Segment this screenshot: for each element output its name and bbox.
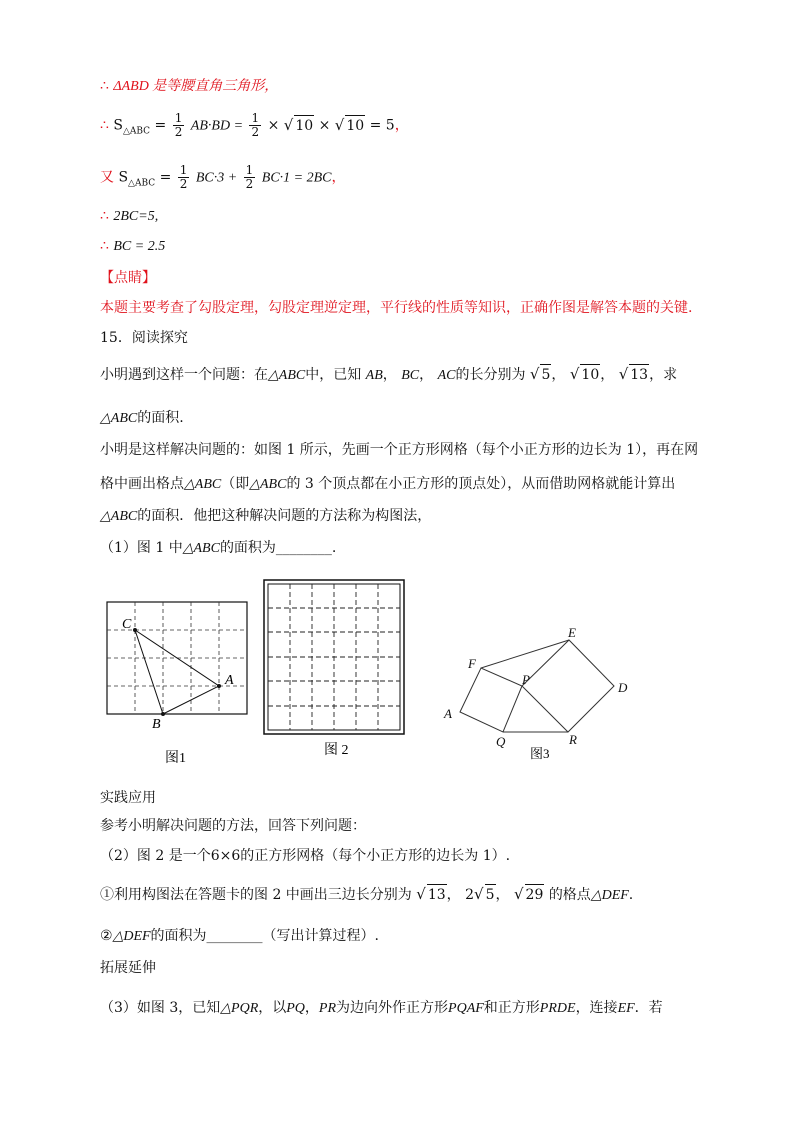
- denominator: 2: [174, 125, 183, 139]
- grid-size: 6×6: [210, 848, 241, 864]
- area-subscript: △ABC: [122, 126, 151, 137]
- triangle-name: △ABC: [100, 411, 138, 426]
- text: 格中画出格点: [100, 476, 184, 492]
- triangle-name: △ABC: [100, 509, 138, 524]
- square-name: PRDE: [539, 1001, 576, 1016]
- comma: ，: [600, 367, 615, 383]
- radicand: 5: [540, 364, 551, 385]
- sqrt-expr: √ 29: [513, 885, 544, 903]
- also-word: 又: [100, 169, 114, 186]
- fraction: [249, 112, 261, 139]
- figure-2: [264, 580, 404, 758]
- problem-title: 15．阅读探究: [100, 330, 188, 346]
- practice-heading: 实践应用: [100, 790, 156, 806]
- text: 的面积．他把这种解决问题的方法称为构图法，: [137, 508, 432, 524]
- solution-line-4: [100, 206, 158, 227]
- square-pqaf: [460, 668, 522, 732]
- problem-paragraph-4: [100, 474, 675, 495]
- text: .: [628, 887, 634, 903]
- text: ，以: [258, 1000, 287, 1016]
- fig1-caption: 图1: [165, 751, 186, 766]
- sqrt-expr: √ 10: [334, 115, 365, 134]
- times: ×: [318, 117, 331, 134]
- segment-ef: [481, 640, 569, 668]
- comma: ，: [331, 169, 346, 186]
- sqrt-expr: √ 13: [618, 365, 649, 383]
- question-2: [100, 846, 510, 866]
- expr: = 5: [369, 117, 395, 134]
- radicand: 10: [580, 364, 600, 385]
- fraction: [178, 164, 190, 191]
- radicand: 13: [629, 364, 649, 385]
- area-symbol: S: [118, 169, 129, 186]
- times: ×: [267, 117, 280, 134]
- text: ①利用构图法在答题卡的图 2 中画出三边长分别为: [100, 887, 412, 903]
- triangle-name: △ABC: [268, 368, 306, 383]
- solution-text: ΔABD 是等腰直角三角形，: [113, 79, 279, 94]
- problem-paragraph-2: [100, 408, 184, 429]
- segment-name: BC: [401, 368, 420, 383]
- sqrt-expr: √ 10: [283, 115, 314, 134]
- label-d: D: [618, 680, 628, 695]
- label-q: Q: [496, 734, 506, 749]
- text: （2）图 2 是一个: [100, 848, 211, 864]
- segment-name: PR: [318, 1001, 337, 1016]
- segment-name: PQ: [286, 1001, 305, 1016]
- text: 的面积.: [137, 410, 184, 426]
- radicand: 29: [525, 884, 545, 905]
- segment-name: EF: [617, 1001, 635, 1016]
- text: 的面积为________.: [219, 540, 337, 556]
- problem-paragraph-1: [100, 364, 677, 386]
- label-c: C: [122, 617, 132, 632]
- denominator: 2: [179, 177, 188, 191]
- fig2-caption: 图 2: [324, 743, 349, 758]
- solution-line-2: [100, 112, 409, 141]
- denominator: 2: [251, 125, 260, 139]
- label-e: E: [568, 625, 576, 640]
- numerator: 1: [251, 111, 260, 125]
- text: ，求: [649, 367, 678, 383]
- radicand: 10: [345, 115, 365, 136]
- therefore-symbol: ∴: [100, 208, 109, 224]
- figures: [0, 572, 800, 772]
- question-1: [100, 538, 336, 559]
- label-b: B: [152, 717, 161, 732]
- question-2-part-1: [100, 884, 633, 906]
- text: 为边向外作正方形: [336, 1000, 449, 1016]
- numerator: 1: [174, 111, 183, 125]
- text: 的格点: [548, 887, 591, 903]
- triangle-name: △PQR: [220, 1001, 259, 1016]
- comma: ，: [382, 367, 397, 383]
- comma: ，: [394, 117, 409, 134]
- fig3-caption: 图3: [530, 746, 550, 761]
- text: 的面积为________（写出计算过程）.: [150, 928, 379, 944]
- therefore-symbol: ∴: [100, 238, 109, 254]
- figure-1: [107, 602, 247, 766]
- comment-heading: 【点睛】: [100, 270, 156, 286]
- radicand: 13: [427, 884, 447, 905]
- expr: AB·BD =: [190, 118, 244, 134]
- square-prde: [522, 640, 614, 732]
- triangle-name: △ABC: [249, 477, 287, 492]
- comment-text: 本题主要考查了勾股定理，勾股定理逆定理，平行线的性质等知识，正确作图是解答本题的关键.: [100, 300, 693, 316]
- comma: ，: [419, 367, 434, 383]
- triangle-name: △DEF: [590, 888, 629, 903]
- segment-name: AC: [437, 368, 456, 383]
- comma: ，: [495, 887, 510, 903]
- problem-paragraph-3: 小明是这样解决问题的：如图 1 所示，先画一个正方形网格（每个小正方形的边长为 1），再在网: [100, 442, 699, 458]
- figure-3: [460, 640, 614, 732]
- point-b: [161, 712, 165, 716]
- solution-line-3: [100, 164, 346, 193]
- label-f: F: [468, 656, 476, 671]
- comma: ，: [446, 887, 461, 903]
- text: 中，已知: [305, 367, 362, 383]
- triangle-name: △ABC: [182, 541, 220, 556]
- sqrt-expr: √ 13: [416, 885, 446, 903]
- expr: BC·3 +: [195, 170, 238, 186]
- label-r: R: [569, 732, 577, 747]
- question-3: [100, 998, 663, 1019]
- radicand: 10: [294, 115, 314, 136]
- solution-line-5: [100, 236, 165, 257]
- text: （即: [221, 476, 250, 492]
- expr: BC = 2.5: [113, 239, 166, 254]
- triangle-name: △DEF: [112, 929, 151, 944]
- text: ，连接: [575, 1000, 618, 1016]
- comma: ，: [551, 367, 566, 383]
- fraction: [173, 112, 185, 139]
- fraction: [244, 164, 256, 191]
- label-a: A: [225, 673, 234, 688]
- therefore-symbol: ∴: [100, 117, 109, 134]
- segment-name: AB: [365, 368, 383, 383]
- point-a: [217, 684, 221, 688]
- expr: BC·1 = 2BC: [261, 170, 332, 186]
- denominator: 2: [245, 177, 254, 191]
- question-2-part-2: [100, 926, 379, 947]
- text: 的正方形网格（每个小正方形的边长为 1）.: [240, 848, 511, 864]
- sqrt-expr: √ 10: [569, 365, 600, 383]
- radicand: 5: [485, 884, 496, 905]
- label-a3: A: [444, 706, 452, 721]
- text: （1）图 1 中: [100, 540, 183, 556]
- area-subscript: △ABC: [128, 178, 156, 189]
- numerator: 1: [245, 163, 254, 177]
- text: 和正方形: [483, 1000, 540, 1016]
- point-c: [133, 628, 137, 632]
- text: （3）如图 3，已知: [100, 1000, 221, 1016]
- solution-line-1: [100, 76, 278, 97]
- problem-paragraph-5: [100, 506, 431, 527]
- coefficient: 2: [465, 887, 475, 903]
- text: 小明遇到这样一个问题：在: [100, 367, 268, 383]
- comma: ，: [304, 1000, 319, 1016]
- fig1-triangle: [135, 630, 219, 714]
- expr: 2BC=5,: [113, 209, 159, 224]
- area-symbol: S: [113, 117, 123, 134]
- extension-heading: 拓展延伸: [100, 960, 156, 976]
- fig2-grid: [268, 584, 400, 730]
- text: 的 3 个顶点都在小正方形的顶点处），从而借助网格就能计算出: [286, 476, 676, 492]
- text: 的长分别为: [455, 367, 526, 383]
- triangle-name: △ABC: [184, 477, 222, 492]
- therefore-symbol: ∴: [100, 78, 109, 94]
- text: ．若: [634, 1000, 663, 1016]
- text: ②: [100, 928, 113, 944]
- sqrt-expr: 2√ 5: [465, 885, 495, 903]
- sqrt-expr: √ 5: [529, 365, 551, 383]
- square-name: PQAF: [448, 1001, 484, 1016]
- practice-intro: 参考小明解决问题的方法，回答下列问题：: [100, 818, 366, 834]
- numerator: 1: [179, 163, 188, 177]
- equals: =: [159, 169, 172, 186]
- label-p: P: [522, 672, 530, 687]
- equals: =: [154, 117, 167, 134]
